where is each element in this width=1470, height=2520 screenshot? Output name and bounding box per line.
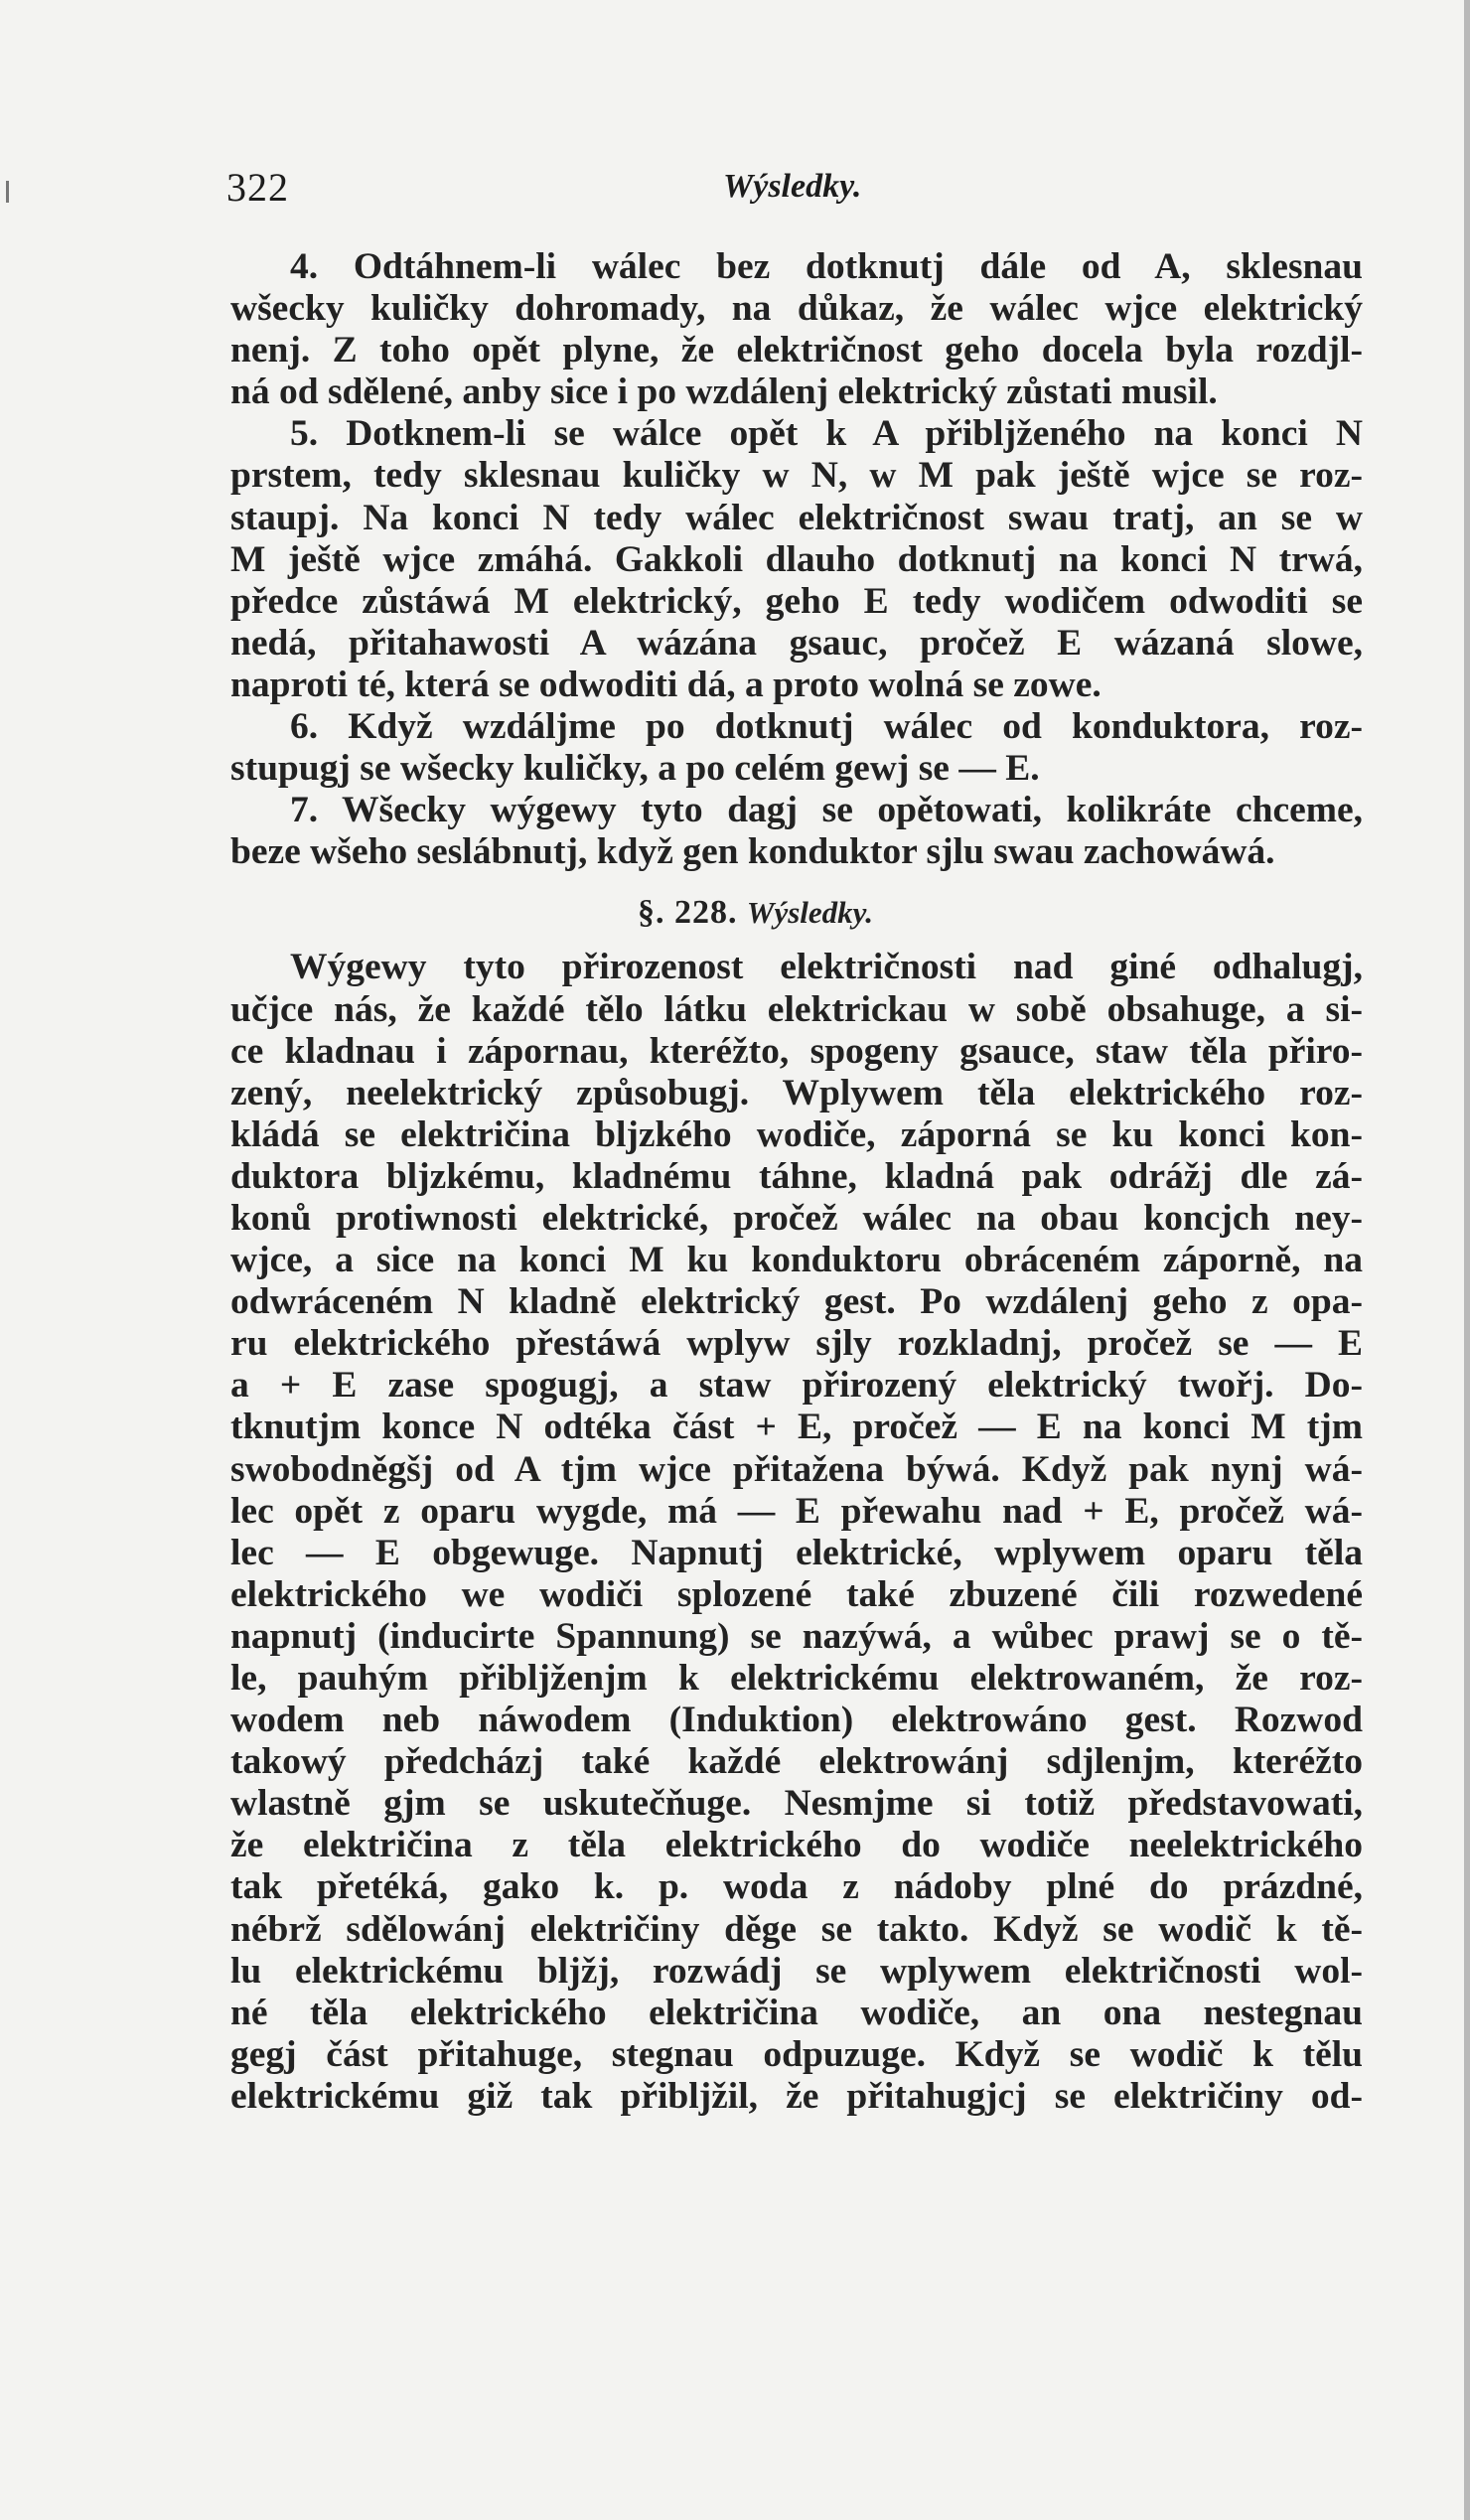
text-line: wšecky kuličky dohromady, na důkaz, že wálec wjce elektrický (230, 288, 1363, 330)
page-edge-mark (6, 181, 9, 203)
text-line: učjce nás, že každé tělo látku elektrickau w sobě obsahuge, a si- (230, 988, 1363, 1030)
page-number: 322 (226, 165, 289, 210)
text-line: gegj část přitahuge, stegnau odpuzuge. Když se wodič k tělu (230, 2033, 1363, 2075)
text-line: lec opět z oparu wygde, má — E přewahu nad + E, pročež wá- (230, 1490, 1363, 1532)
text-line: a + E zase spogugj, a staw přirozený elektrický twořj. Do- (230, 1365, 1363, 1407)
text-line: elektrického we wodiči splozené také zbuzené čili rozwedené (230, 1573, 1363, 1615)
text-line: že električina z těla elektrického do wodiče neelektrického (230, 1825, 1363, 1866)
page-body (230, 246, 1363, 2118)
text-line: wlastně gjm se uskutečňuge. Nesmjme si totiž představowati, (230, 1783, 1363, 1825)
text-line: M ještě wjce zmáhá. Gakkoli dlauho dotknutj na konci N trwá, (230, 538, 1363, 580)
text-line: Wýgewy tyto přirozenost električnosti nad giné odhalugj, (290, 947, 1363, 988)
text-line: prstem, tedy sklesnau kuličky w N, w M pak ještě wjce se roz- (230, 455, 1363, 497)
text-line: nedá, přitahawosti A wázána gsauc, pročež E wázaná slowe, (230, 622, 1363, 664)
section-number: §. 228. (638, 894, 738, 932)
text-line: odwráceném N kladně elektrický gest. Po wzdálenj geho z opa- (230, 1281, 1363, 1323)
text-line: elektrickému giž tak přibljžil, že přitahugjcj se električiny od- (230, 2075, 1363, 2117)
section-heading (230, 873, 1363, 947)
text-line: le, pauhým přibljženjm k elektrickému elektrowaném, že roz- (230, 1658, 1363, 1699)
text-line: 6. Když wzdáljme po dotknutj wálec od konduktora, roz- (290, 706, 1363, 748)
text-line: takowý předcházj také každé elektrowánj sdjlenjm, kteréžto (230, 1741, 1363, 1783)
text-line: ru elektrického přestáwá wplyw sjly rozkladnj, pročež se — E (230, 1323, 1363, 1365)
text-line: staupj. Na konci N tedy wálec električnost swau tratj, an se w (230, 497, 1363, 538)
running-head: Wýsledky. (723, 168, 862, 205)
text-line: wodem neb náwodem (Induktion) elektrowáno gest. Rozwod (230, 1700, 1363, 1741)
text-line: kládá se električina bljzkého wodiče, záporná se ku konci kon- (230, 1113, 1363, 1155)
text-line: zený, neelektrický způsobugj. Wplywem těla elektrického roz- (230, 1072, 1363, 1113)
text-line: né těla elektrického električina wodiče, an ona nestegnau (230, 1992, 1363, 2033)
page-header (226, 164, 1361, 214)
text-line: wjce, a sice na konci M ku konduktoru obráceném záporně, na (230, 1240, 1363, 1281)
text-line: duktora bljzkému, kladnému táhne, kladná pak odrážj dle zá- (230, 1155, 1363, 1197)
text-line: naproti té, která se odwoditi dá, a proto wolná se zowe. (230, 664, 1102, 705)
text-line: ce kladnau i zápornau, kteréžto, spogeny gsauce, staw těla přiro- (230, 1030, 1363, 1072)
text-line: tknutjm konce N odtéka část + E, pročež — E na konci M tjm (230, 1407, 1363, 1448)
text-line: 5. Dotknem-li se wálce opět k A přiblјženého na konci N (290, 413, 1363, 455)
page-edge (1464, 0, 1470, 2520)
text-line: nenj. Z toho opět plyne, že električnost geho docela byla rozdjl- (230, 330, 1363, 371)
text-line: lu elektrickému bljžj, rozwádj se wplywem električnosti wol- (230, 1950, 1363, 1992)
text-line: lec — E obgewuge. Napnutj elektrické, wplywem oparu těla (230, 1532, 1363, 1573)
text-line: napnutj (inducirte Spannung) se nazýwá, a wůbec prawj se o tě- (230, 1615, 1363, 1657)
text-line: beze wšeho seslábnutj, když gen konduktor sjlu swau zachowáwá. (230, 831, 1275, 873)
section-title: Wýsledky. (746, 895, 873, 931)
text-line: 4. Odtáhnem-li wálec bez dotknutj dále od A, sklesnau (290, 246, 1363, 287)
text-line: ná od sdělené, anby sice i po wzdálenj elektrický zůstati musil. (230, 371, 1218, 413)
text-line: nébrž sdělowánj električiny děge se takto. Když se wodič k tě- (230, 1908, 1363, 1950)
text-line: předce zůstáwá M elektrický, geho E tedy wodičem odwoditi se (230, 580, 1363, 622)
text-line: swobodněgšj od A tjm wjce přitažena býwá. Když pak nynj wá- (230, 1448, 1363, 1490)
text-line: tak přetéká, gako k. p. woda z nádoby plné do prázdné, (230, 1866, 1363, 1908)
text-line: konů protiwnosti elektrické, pročež wálec na obau koncjch ney- (230, 1197, 1363, 1239)
text-line: stupugj se wšecky kuličky, a po celém gewj se — E. (230, 748, 1040, 790)
text-line: 7. Wšecky wýgewy tyto dagj se opětowati, kolikráte chceme, (290, 790, 1363, 831)
